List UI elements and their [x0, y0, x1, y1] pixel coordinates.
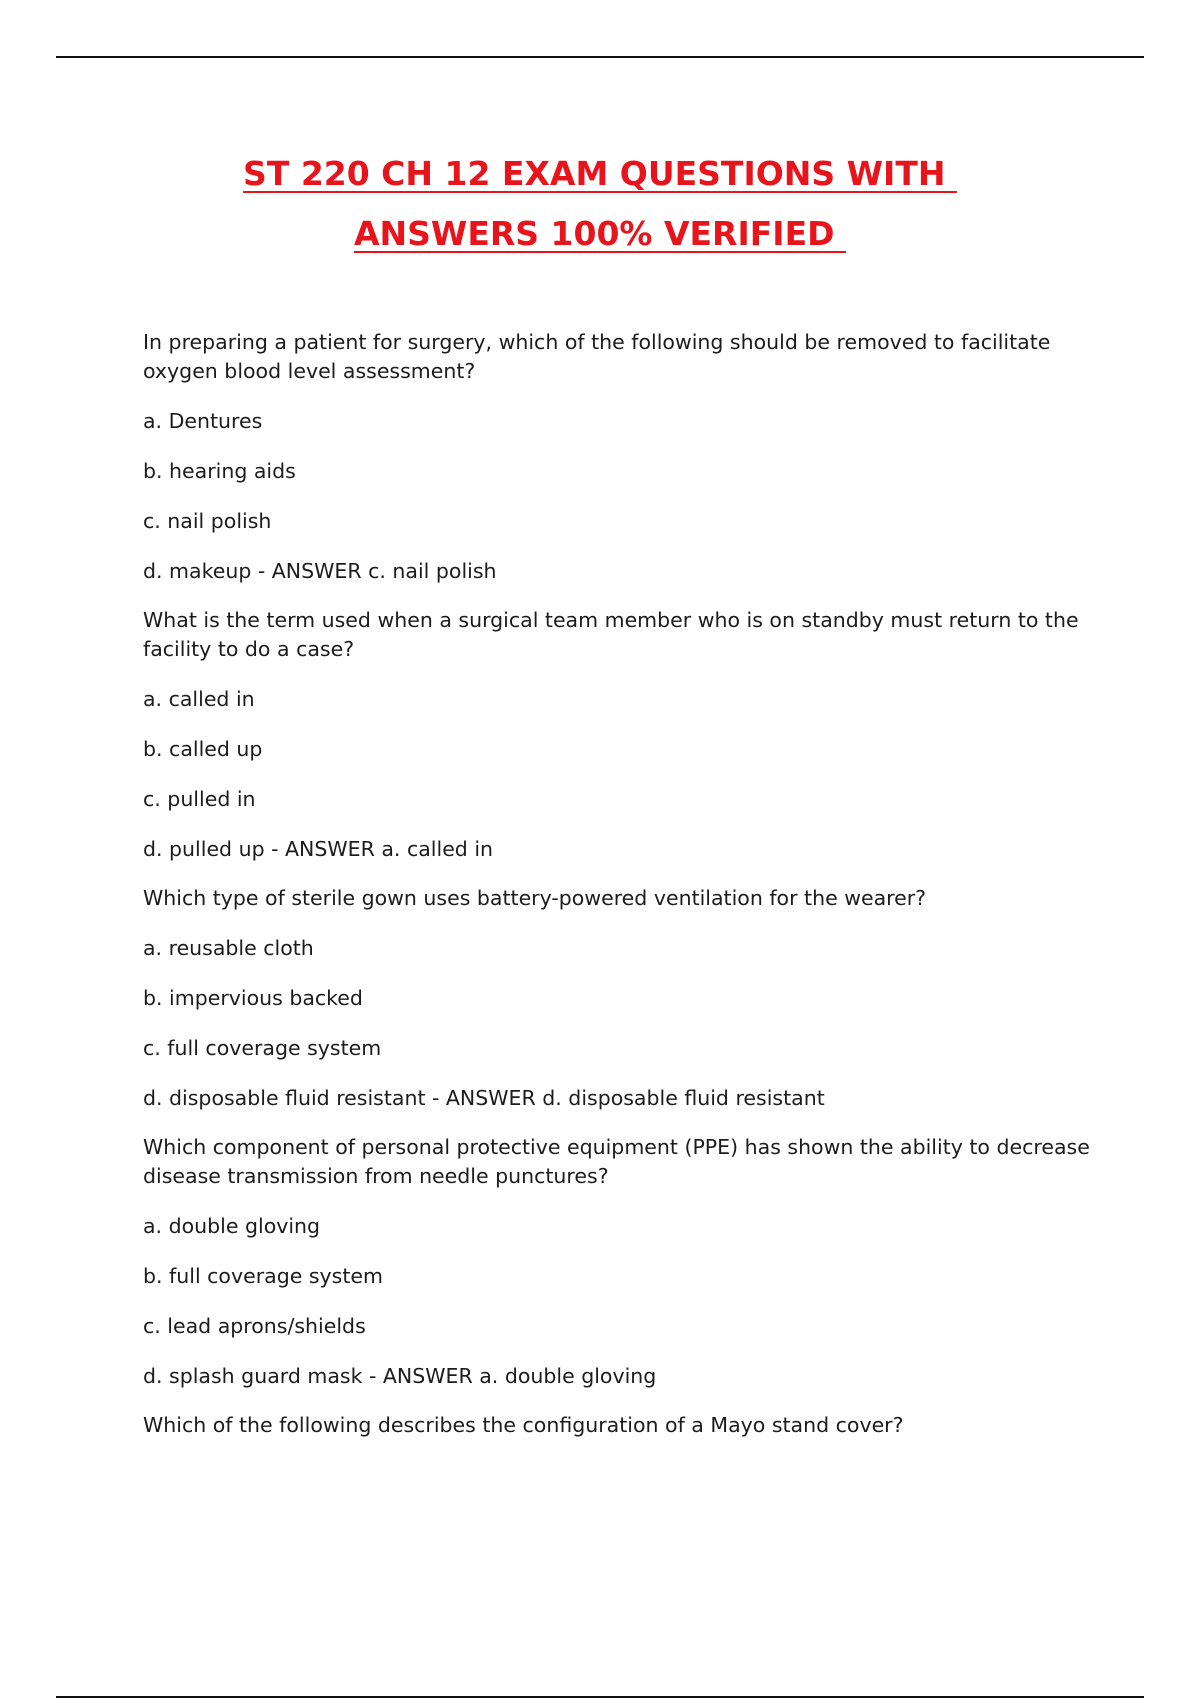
question-3-option-c: c. full coverage system: [143, 1036, 382, 1060]
question-3-option-a: a. reusable cloth: [143, 936, 314, 960]
question-1-text: In preparing a patient for surgery, which of the following should be removed to facilitate oxygen blood level assessment?: [143, 330, 1051, 383]
question-3-text: Which type of sterile gown uses battery-powered ventilation for the wearer?: [143, 886, 927, 910]
top-rule: [56, 56, 1144, 58]
question-1-option-d-answer: d. makeup - ANSWER c. nail polish: [143, 559, 497, 583]
question-1-option-b: b. hearing aids: [143, 459, 296, 483]
question-4-option-c: c. lead aprons/shields: [143, 1314, 366, 1338]
question-4-option-a: a. double gloving: [143, 1214, 321, 1238]
question-4-option-b: b. full coverage system: [143, 1264, 383, 1288]
document-title: [0, 144, 1200, 264]
question-2-option-b: b. called up: [143, 737, 263, 761]
bottom-rule: [56, 1696, 1144, 1698]
question-2-option-d-answer: d. pulled up - ANSWER a. called in: [143, 837, 494, 861]
question-4-text: Which component of personal protective equipment (PPE) has shown the ability to decrease disease transmission from needle punctures?: [143, 1135, 1090, 1188]
title-line-2: ANSWERS 100% VERIFIED: [354, 214, 846, 253]
question-3-option-d-answer: d. disposable fluid resistant - ANSWER d. disposable fluid resistant: [143, 1086, 825, 1110]
question-2-option-a: a. called in: [143, 687, 255, 711]
question-3-option-b: b. impervious backed: [143, 986, 363, 1010]
question-5-text: Which of the following describes the configuration of a Mayo stand cover?: [143, 1413, 904, 1437]
question-1-option-c: c. nail polish: [143, 509, 272, 533]
question-2-text: What is the term used when a surgical team member who is on standby must return to the facility to do a case?: [143, 608, 1079, 661]
question-2-option-c: c. pulled in: [143, 787, 256, 811]
question-4-option-d-answer: d. splash guard mask - ANSWER a. double gloving: [143, 1364, 657, 1388]
title-line-1: ST 220 CH 12 EXAM QUESTIONS WITH: [243, 154, 957, 193]
question-1-option-a: a. Dentures: [143, 409, 263, 433]
question-list: [143, 328, 1103, 1460]
